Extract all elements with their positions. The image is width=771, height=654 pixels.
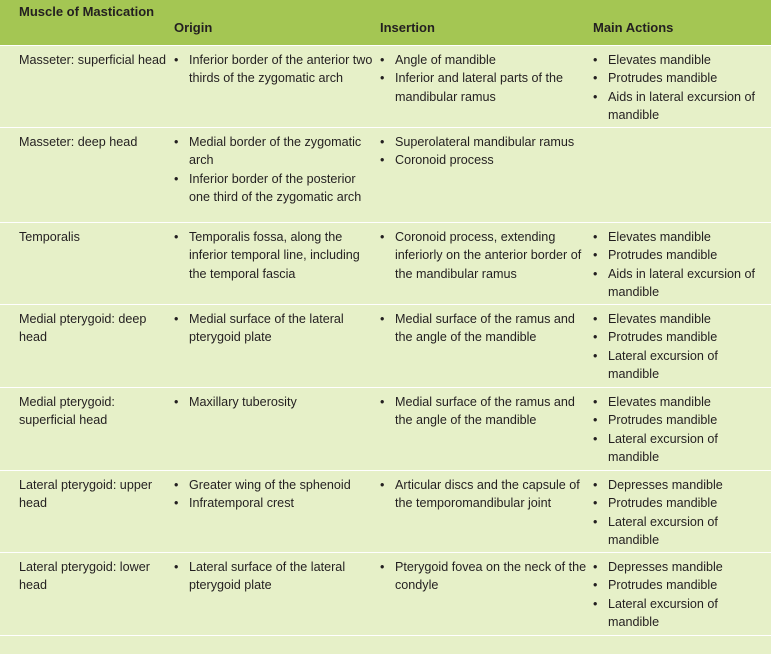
table-row xyxy=(0,223,771,305)
origin-cell xyxy=(170,128,376,222)
insertion-cell-list xyxy=(380,393,589,430)
header-main-actions: Main Actions xyxy=(593,20,674,35)
muscle-name: Lateral pterygoid: upper head xyxy=(19,478,153,511)
action-item: • Lateral excursion of mandible xyxy=(593,513,771,550)
origin-cell xyxy=(170,223,376,304)
muscle-name: Lateral pterygoid: lower head xyxy=(19,560,150,593)
insertion-item: • Coronoid process xyxy=(380,151,589,169)
table-row xyxy=(0,553,771,636)
origin-item: • Maxillary tuberosity xyxy=(174,393,376,411)
insertion-cell xyxy=(376,223,589,304)
insertion-cell-list xyxy=(380,133,589,170)
origin-cell xyxy=(170,46,376,127)
insertion-item: • Medial surface of the ramus and the angle of the mandible xyxy=(380,393,589,430)
insertion-cell xyxy=(376,388,589,470)
muscle-name: Masseter: deep head xyxy=(19,135,138,149)
actions-cell-list xyxy=(593,51,771,124)
insertion-cell-list xyxy=(380,310,589,347)
origin-item: • Greater wing of the sphenoid xyxy=(174,476,376,494)
insertion-cell xyxy=(376,553,589,635)
origin-item: • Medial surface of the lateral pterygoid plate xyxy=(174,310,376,347)
muscle-name: Medial pterygoid: superficial head xyxy=(19,395,115,428)
action-item: • Protrudes mandible xyxy=(593,69,771,87)
action-item: • Lateral excursion of mandible xyxy=(593,430,771,467)
origin-cell xyxy=(170,388,376,470)
origin-cell-list xyxy=(174,476,376,513)
action-item: • Protrudes mandible xyxy=(593,246,771,264)
header-muscle: Muscle of Mastication xyxy=(19,4,155,19)
action-item: • Elevates mandible xyxy=(593,228,771,246)
actions-cell xyxy=(589,388,771,470)
action-item: • Lateral excursion of mandible xyxy=(593,595,771,632)
muscle-name: Temporalis xyxy=(19,230,80,244)
insertion-cell xyxy=(376,305,589,387)
origin-item: • Infratemporal crest xyxy=(174,494,376,512)
action-item: • Aids in lateral excursion of mandible xyxy=(593,88,771,125)
muscle-name: Medial pterygoid: deep head xyxy=(19,312,147,345)
table-row xyxy=(0,471,771,553)
actions-cell xyxy=(589,471,771,552)
action-item: • Elevates mandible xyxy=(593,51,771,69)
actions-cell-list xyxy=(593,476,771,549)
muscle-name: Masseter: superficial head xyxy=(19,53,166,67)
action-item: • Elevates mandible xyxy=(593,310,771,328)
insertion-item: • Inferior and lateral parts of the mandibular ramus xyxy=(380,69,589,106)
insertion-cell-list xyxy=(380,476,589,513)
actions-cell xyxy=(589,46,771,127)
actions-cell-list xyxy=(593,393,771,466)
origin-item: • Inferior border of the anterior two thirds of the zygomatic arch xyxy=(174,51,376,88)
actions-cell xyxy=(589,305,771,387)
origin-cell-list xyxy=(174,393,376,411)
insertion-cell-list xyxy=(380,558,589,595)
actions-cell xyxy=(589,128,771,222)
origin-cell-list xyxy=(174,228,376,283)
table-body xyxy=(0,46,771,636)
origin-item: • Lateral surface of the lateral pterygoid plate xyxy=(174,558,376,595)
insertion-cell xyxy=(376,471,589,552)
action-item: • Protrudes mandible xyxy=(593,328,771,346)
origin-item: • Inferior border of the posterior one third of the zygomatic arch xyxy=(174,170,376,207)
origin-cell xyxy=(170,553,376,635)
actions-cell-list xyxy=(593,228,771,301)
action-item: • Protrudes mandible xyxy=(593,411,771,429)
action-item: • Aids in lateral excursion of mandible xyxy=(593,265,771,302)
origin-item: • Medial border of the zygomatic arch xyxy=(174,133,376,170)
insertion-item: • Medial surface of the ramus and the angle of the mandible xyxy=(380,310,589,347)
origin-cell-list xyxy=(174,133,376,206)
origin-cell xyxy=(170,471,376,552)
insertion-item: • Articular discs and the capsule of the temporomandibular joint xyxy=(380,476,589,513)
actions-cell-list xyxy=(593,310,771,383)
action-item: • Depresses mandible xyxy=(593,476,771,494)
origin-cell-list xyxy=(174,51,376,88)
actions-cell xyxy=(589,223,771,304)
table-header xyxy=(0,0,771,46)
insertion-cell xyxy=(376,128,589,222)
header-insertion: Insertion xyxy=(380,20,435,35)
actions-cell-list xyxy=(593,558,771,631)
action-item: • Elevates mandible xyxy=(593,393,771,411)
header-origin: Origin xyxy=(174,20,213,35)
action-item: • Protrudes mandible xyxy=(593,576,771,594)
insertion-item: • Superolateral mandibular ramus xyxy=(380,133,589,151)
table-row xyxy=(0,46,771,128)
insertion-cell-list xyxy=(380,51,589,106)
action-item: • Depresses mandible xyxy=(593,558,771,576)
insertion-item: • Coronoid process, extending inferiorly on the anterior border of the mandibular ramus xyxy=(380,228,589,283)
table-row xyxy=(0,305,771,388)
insertion-item: • Angle of mandible xyxy=(380,51,589,69)
insertion-cell xyxy=(376,46,589,127)
origin-cell-list xyxy=(174,310,376,347)
action-item: • Lateral excursion of mandible xyxy=(593,347,771,384)
origin-cell xyxy=(170,305,376,387)
actions-cell xyxy=(589,553,771,635)
origin-cell-list xyxy=(174,558,376,595)
table-row xyxy=(0,128,771,223)
origin-item: • Temporalis fossa, along the inferior temporal line, including the temporal fascia xyxy=(174,228,376,283)
action-item: • Protrudes mandible xyxy=(593,494,771,512)
insertion-cell-list xyxy=(380,228,589,283)
table-row xyxy=(0,388,771,471)
insertion-item: • Pterygoid fovea on the neck of the condyle xyxy=(380,558,589,595)
